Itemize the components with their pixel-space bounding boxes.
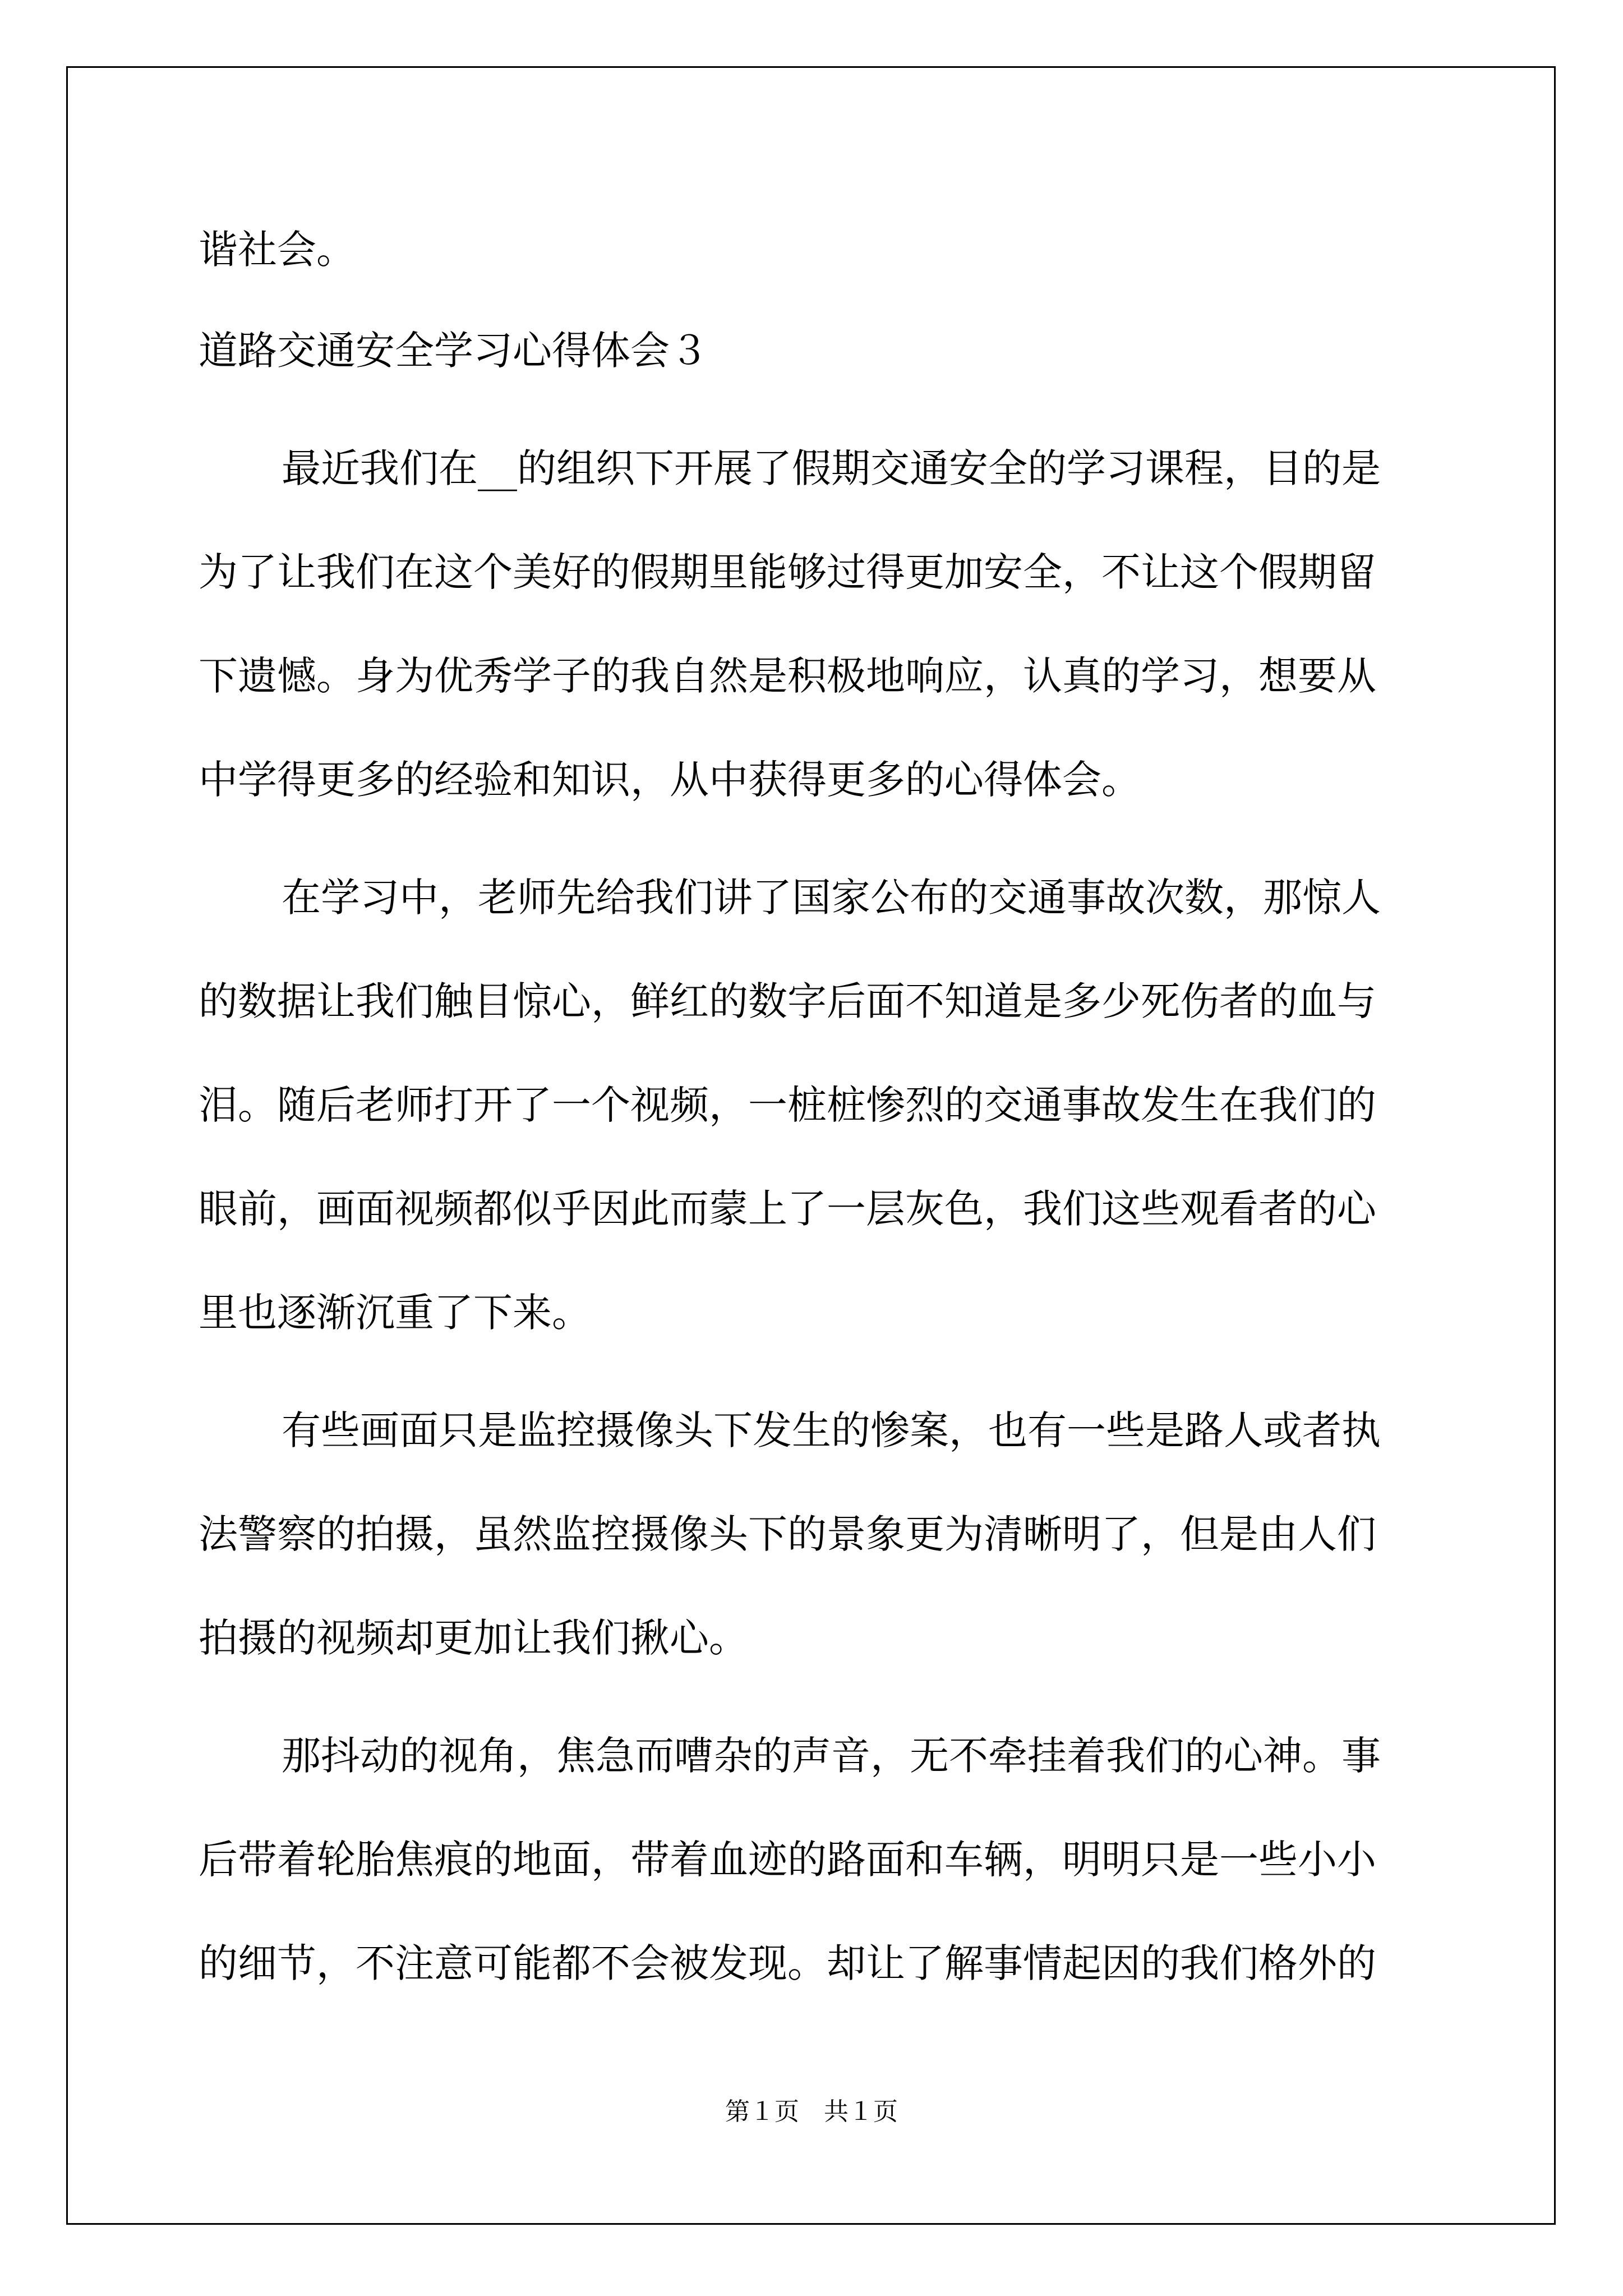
text-line: 的数据让我们触目惊心，鲜红的数字后面不知道是多少死伤者的血与: [199, 978, 1376, 1024]
text-line: 泪。随后老师打开了一个视频，一桩桩惨烈的交通事故发生在我们的: [199, 1082, 1376, 1128]
page-footer: 第１页 共１页: [725, 2097, 898, 2126]
text-line: 在学习中，老师先给我们讲了国家公布的交通事故次数，那惊人: [282, 875, 1381, 921]
text-line: 谐社会。: [199, 227, 356, 273]
page-border: [66, 66, 1556, 2225]
text-line: 最近我们在__的组织下开展了假期交通安全的学习课程，目的是: [282, 445, 1381, 491]
text-line: 有些画面只是监控摄像头下发生的惨案，也有一些是路人或者执: [282, 1407, 1381, 1453]
text-line: 下遗憾。身为优秀学子的我自然是积极地响应，认真的学习，想要从: [199, 653, 1376, 699]
text-line: 那抖动的视角，焦急而嘈杂的声音，无不牵挂着我们的心神。事: [282, 1733, 1381, 1779]
text-line: 为了让我们在这个美好的假期里能够过得更加安全，不让这个假期留: [199, 549, 1376, 595]
section-heading: 道路交通安全学习心得体会３: [199, 328, 709, 374]
text-line: 拍摄的视频却更加让我们揪心。: [199, 1615, 748, 1661]
text-line: 后带着轮胎焦痕的地面，带着血迹的路面和车辆，明明只是一些小小: [199, 1837, 1376, 1883]
text-line: 法警察的拍摄，虽然监控摄像头下的景象更为清晰明了，但是由人们: [199, 1511, 1376, 1557]
text-line: 眼前，画面视频都似乎因此而蒙上了一层灰色，我们这些观看者的心: [199, 1186, 1376, 1232]
text-line: 中学得更多的经验和知识，从中获得更多的心得体会。: [199, 757, 1141, 803]
text-line: 的细节，不注意可能都不会被发现。却让了解事情起因的我们格外的: [199, 1940, 1376, 1986]
text-line: 里也逐渐沉重了下来。: [199, 1290, 591, 1336]
